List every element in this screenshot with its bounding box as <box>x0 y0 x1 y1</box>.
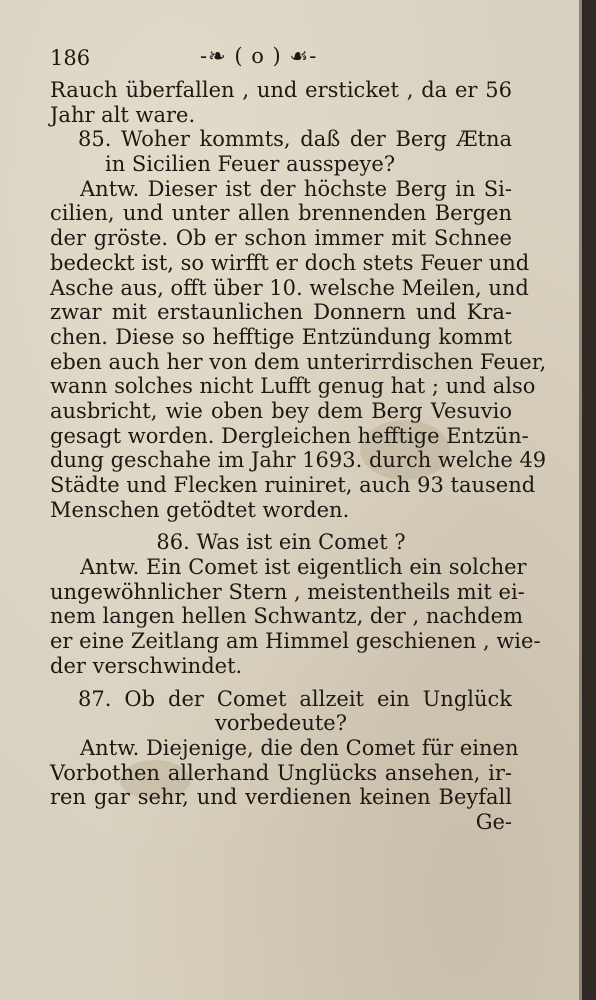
answer-line: Antw. Diejenige, die den Comet für einen <box>80 735 519 760</box>
text-line: der gröste. Ob er schon immer mit Schnee <box>50 226 512 251</box>
text-line: dung geschahe im Jahr 1693. durch welche 49 <box>50 448 547 473</box>
text-line: ausbricht, wie oben bey dem Berg Vesuvio <box>50 398 512 423</box>
text-line: zwar mit erstaunlichen Donnern und Kra- <box>50 300 512 325</box>
question-heading-85-cont: in Sicilien Feuer ausspeye? <box>105 152 396 177</box>
text-line: der verschwindet. <box>50 653 243 678</box>
header-ornament: -❧ ( o ) ☙- <box>200 44 318 68</box>
page-edge <box>579 0 582 1000</box>
question-heading-86: 86. Was ist ein Comet ? <box>156 530 406 555</box>
text-line: cilien, und unter allen brennenden Bergen <box>50 201 512 226</box>
text-line: eben auch her von dem unterirrdischen Feuer, <box>50 349 547 374</box>
question-heading-87-cont: vorbedeute? <box>215 711 347 736</box>
text-line: Städte und Flecken ruiniret, auch 93 tausend <box>50 473 536 497</box>
page-text <box>50 40 547 835</box>
answer-line: Antw. Dieser ist der höchste Berg in Si- <box>80 176 512 201</box>
text-line: wann solches nicht Lufft genug hat ; und also <box>50 374 536 399</box>
text-line: Jahr alt ware. <box>50 102 196 127</box>
text-line: Vorbothen allerhand Unglücks ansehen, ir- <box>50 760 512 785</box>
question-heading-87: 87. Ob der Comet allzeit ein Unglück <box>78 686 512 711</box>
page-number: 186 <box>50 45 91 70</box>
question-heading-85: 85. Woher kommts, daß der Berg Ætna <box>78 127 512 152</box>
text-line: ungewöhnlicher Stern , meistentheils mit ei- <box>50 579 525 604</box>
catchword: Ge- <box>475 809 512 834</box>
text-line: chen. Diese so hefftige Entzündung kommt <box>50 324 512 349</box>
text-line: nem langen hellen Schwantz, der , nachdem <box>50 604 523 629</box>
text-line: bedeckt ist, so wirfft er doch stets Feuer und <box>50 250 530 275</box>
text-line: gesagt worden. Dergleichen hefftige Entzün- <box>50 423 529 448</box>
answer-line: Antw. Ein Comet ist eigentlich ein solcher <box>80 555 527 580</box>
text-line: Rauch überfallen , und ersticket , da er 56 <box>50 78 512 102</box>
text-line: er eine Zeitlang am Himmel geschienen , wie- <box>50 629 541 654</box>
text-line: ren gar sehr, und verdienen keinen Beyfall <box>50 785 512 810</box>
text-line: Menschen getödtet worden. <box>50 497 350 522</box>
running-head <box>50 40 512 76</box>
text-line: Asche aus, offt über 10. welsche Meilen, und <box>50 275 529 300</box>
